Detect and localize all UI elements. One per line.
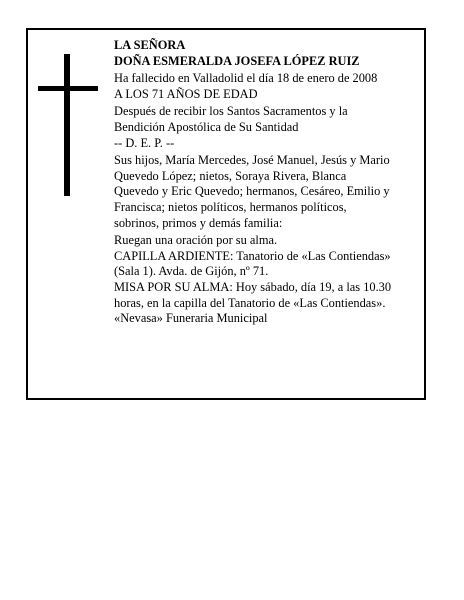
prayer-line: Ruegan una oración por su alma. (114, 233, 278, 248)
mass-line-1: MISA POR SU ALMA: Hoy sábado, día 19, a las 10.30 (114, 279, 392, 294)
chapel-line-2: (Sala 1). Avda. de Gijón, nº 71. (114, 264, 269, 279)
family-line-1: Sus hijos, María Mercedes, José Manuel, Jesús y Mario (114, 153, 390, 168)
death-line: Ha fallecido en Valladolid el día 18 de enero de 2008 (114, 71, 378, 86)
mass-line-2: horas, en la capilla del Tanatorio de «Las Contiendas». (114, 295, 386, 310)
notice-title: LA SEÑORA (114, 38, 186, 52)
family-line-2: Quevedo López; nietos, Soraya Rivera, Blanca (114, 168, 347, 183)
family-line-3: Quevedo y Eric Quevedo; hermanos, Cesáreo, Emilio y (114, 184, 390, 199)
obituary-text (114, 38, 422, 327)
family-line-5: sobrinos, primos y demás familia: (114, 215, 283, 230)
age-line: A LOS 71 AÑOS DE EDAD (114, 86, 258, 101)
chapel-line-1: CAPILLA ARDIENTE: Tanatorio de «Las Contiendas» (114, 248, 391, 263)
cross-icon (38, 54, 98, 196)
cross-horizontal-bar (38, 86, 98, 91)
deceased-name: DOÑA ESMERALDA JOSEFA LÓPEZ RUIZ (114, 53, 360, 68)
funeral-home-line: «Nevasa» Funeraria Municipal (114, 311, 268, 326)
sacraments-line-2: Bendición Apostólica de Su Santidad (114, 119, 299, 134)
cross-vertical-bar (64, 54, 70, 196)
sacraments-line-1: Después de recibir los Santos Sacramentos y la (114, 104, 348, 119)
dep-line: -- D. E. P. -- (114, 135, 175, 150)
family-line-4: Francisca; nietos políticos, hermanos políticos, (114, 199, 347, 214)
